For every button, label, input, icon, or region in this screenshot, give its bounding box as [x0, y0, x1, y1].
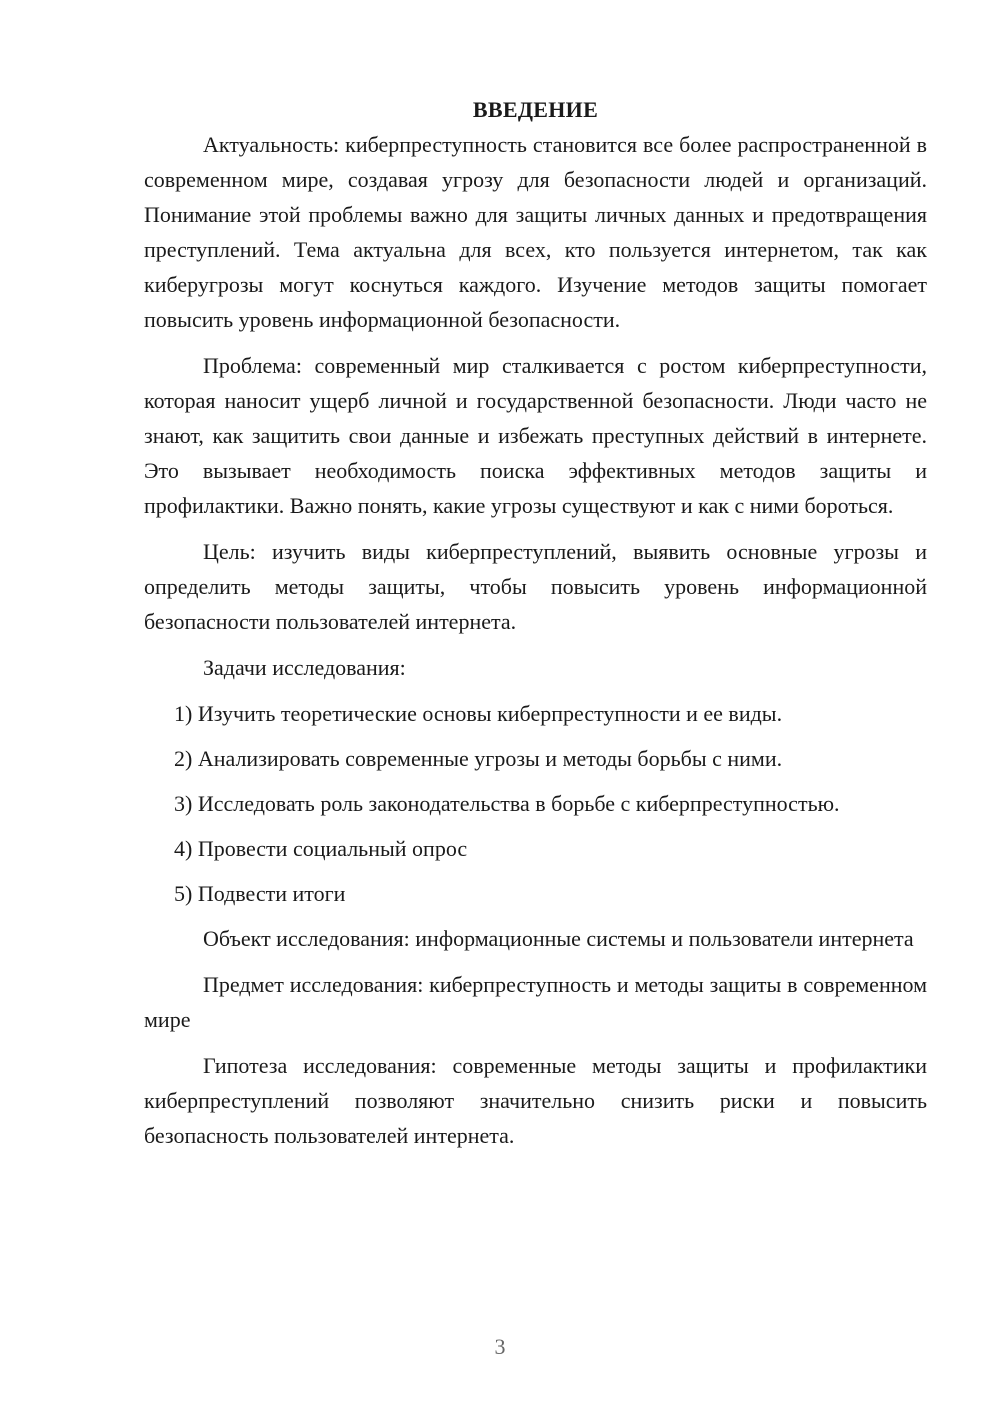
page-number: 3	[494, 1334, 506, 1359]
section-title: ВВЕДЕНИЕ	[472, 97, 599, 122]
task-item: 2) Анализировать современные угрозы и методы борьбы с ними.	[174, 746, 783, 771]
page-content	[144, 92, 927, 1164]
paragraph-goal: Цель: изучить виды киберпреступлений, выявить основные угрозы и определить методы защиты, чтобы повысить уровень информационной безопасности пользователей интернета.	[144, 539, 927, 634]
paragraph-subject: Предмет исследования: киберпреступность и методы защиты в современном мире	[144, 972, 927, 1032]
task-item: 1) Изучить теоретические основы киберпреступности и ее виды.	[174, 701, 783, 726]
task-item: 3) Исследовать роль законодательства в борьбе с киберпреступностью.	[174, 791, 840, 816]
paragraph-problem: Проблема: современный мир сталкивается с ростом киберпреступности, которая наносит ущерб личной и государственной безопасности. Люди часто не знают, как защитить свои данные и избежать преступных действий в интернете. Это вызывает необходимость поиска эффективных методов защиты и профилактики. Важно понять, какие угрозы существуют и как с ними бороться.	[144, 353, 927, 518]
task-item: 5) Подвести итоги	[174, 881, 346, 906]
paragraph-hypothesis: Гипотеза исследования: современные методы защиты и профилактики киберпреступлений позволяют значительно снизить риски и повысить безопасность пользователей интернета.	[144, 1053, 927, 1148]
task-item: 4) Провести социальный опрос	[174, 836, 468, 861]
paragraph-object: Объект исследования: информационные системы и пользователи интернета	[203, 926, 914, 951]
paragraph-relevance: Актуальность: киберпреступность становится все более распространенной в современном мире, создавая угрозу для безопасности людей и организаций. Понимание этой проблемы важно для защиты личных данных и предотвращения преступлений. Тема актуальна для всех, кто пользуется интернетом, так как киберугрозы могут коснуться каждого. Изучение методов защиты помогает повысить уровень информационной безопасности.	[144, 132, 927, 332]
tasks-heading: Задачи исследования:	[203, 655, 406, 680]
tasks-list	[144, 696, 927, 911]
